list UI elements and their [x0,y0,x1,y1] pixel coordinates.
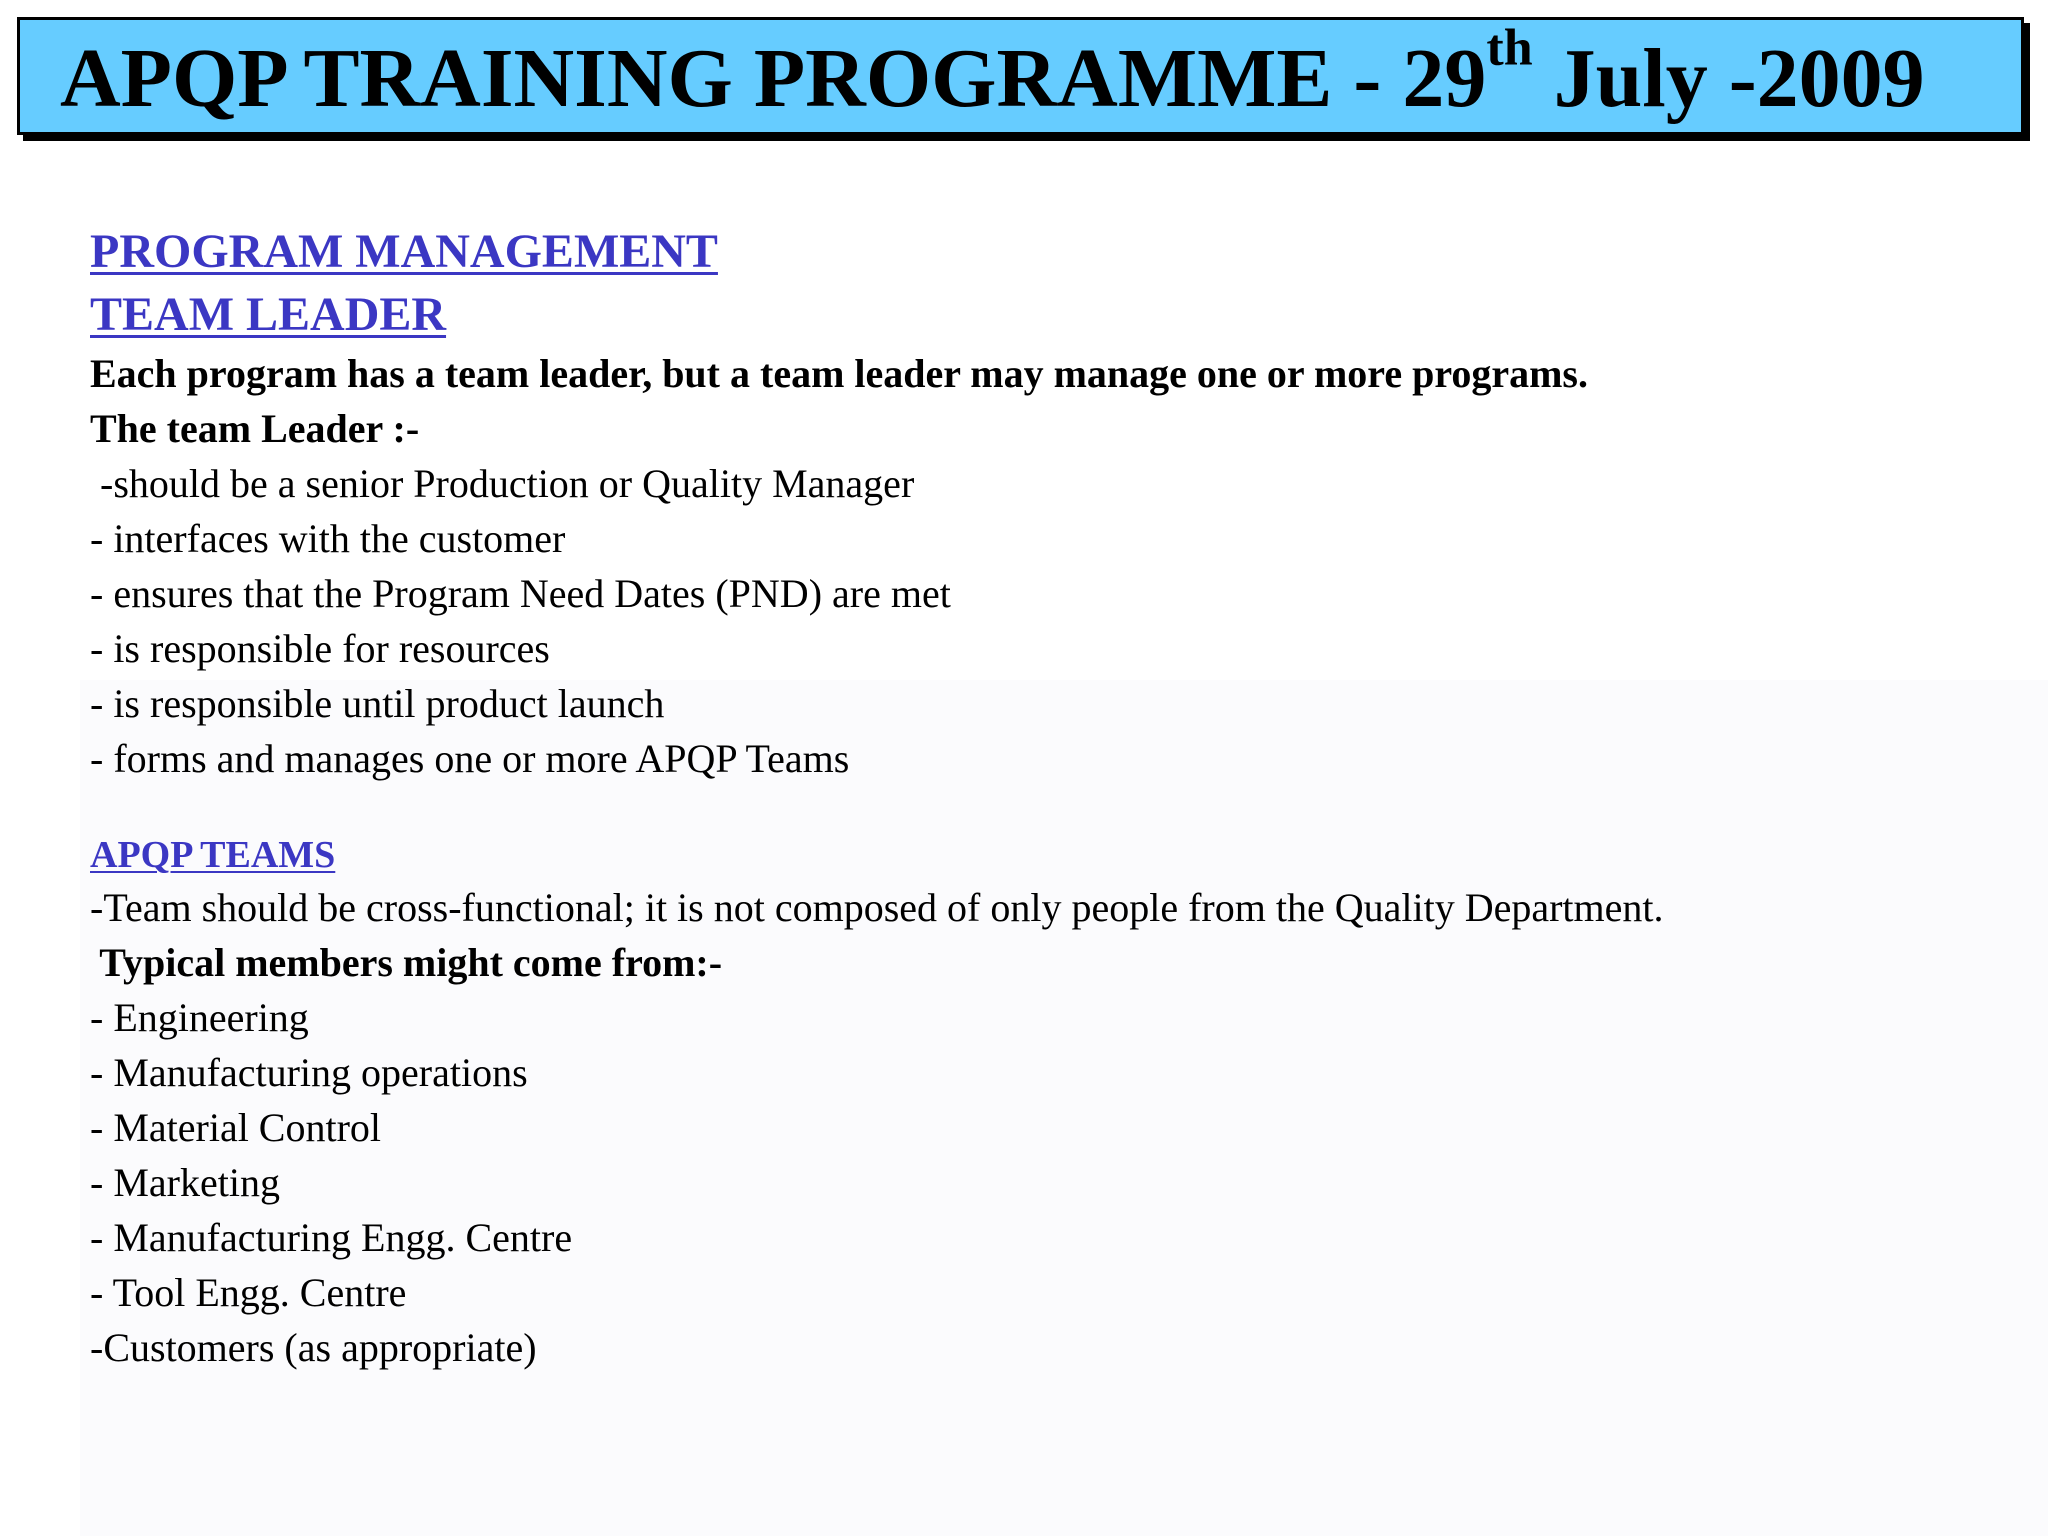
title-main: APQP TRAINING PROGRAMME - 29 [60,32,1487,125]
program-management-heading: PROGRAM MANAGEMENT [90,225,718,278]
team-leader-heading: TEAM LEADER [90,288,447,341]
title-banner [17,17,2024,135]
list-item: - interfaces with the customer [90,516,566,561]
slide-content [90,220,1990,1375]
list-item: - Manufacturing Engg. Centre [90,1215,573,1260]
list-item: - Engineering [90,995,309,1040]
typical-members-label: Typical members might come from:- [90,940,723,985]
list-item: -Customers (as appropriate) [90,1325,537,1370]
list-item: - Manufacturing operations [90,1050,528,1095]
list-item: - forms and manages one or more APQP Teams [90,736,850,781]
page-title [60,19,1925,125]
list-item: - ensures that the Program Need Dates (PND) are met [90,571,951,616]
title-tail: July -2009 [1532,32,1925,125]
apqp-teams-heading: APQP TEAMS [90,834,336,876]
team-leader-intro: Each program has a team leader, but a team leader may manage one or more programs. [90,351,1588,396]
team-leader-duties-list [90,456,1990,786]
title-superscript: th [1486,19,1533,77]
list-item: - is responsible for resources [90,626,550,671]
list-item: - Marketing [90,1160,280,1205]
team-leader-label: The team Leader :- [90,406,420,451]
list-item: - is responsible until product launch [90,681,665,726]
apqp-teams-statement: -Team should be cross-functional; it is not composed of only people from the Quality Department. [90,885,1664,930]
section-spacer [90,786,1990,830]
team-members-list [90,990,1990,1375]
list-item: -should be a senior Production or Quality Manager [90,461,915,506]
list-item: - Material Control [90,1105,382,1150]
list-item: - Tool Engg. Centre [90,1270,407,1315]
